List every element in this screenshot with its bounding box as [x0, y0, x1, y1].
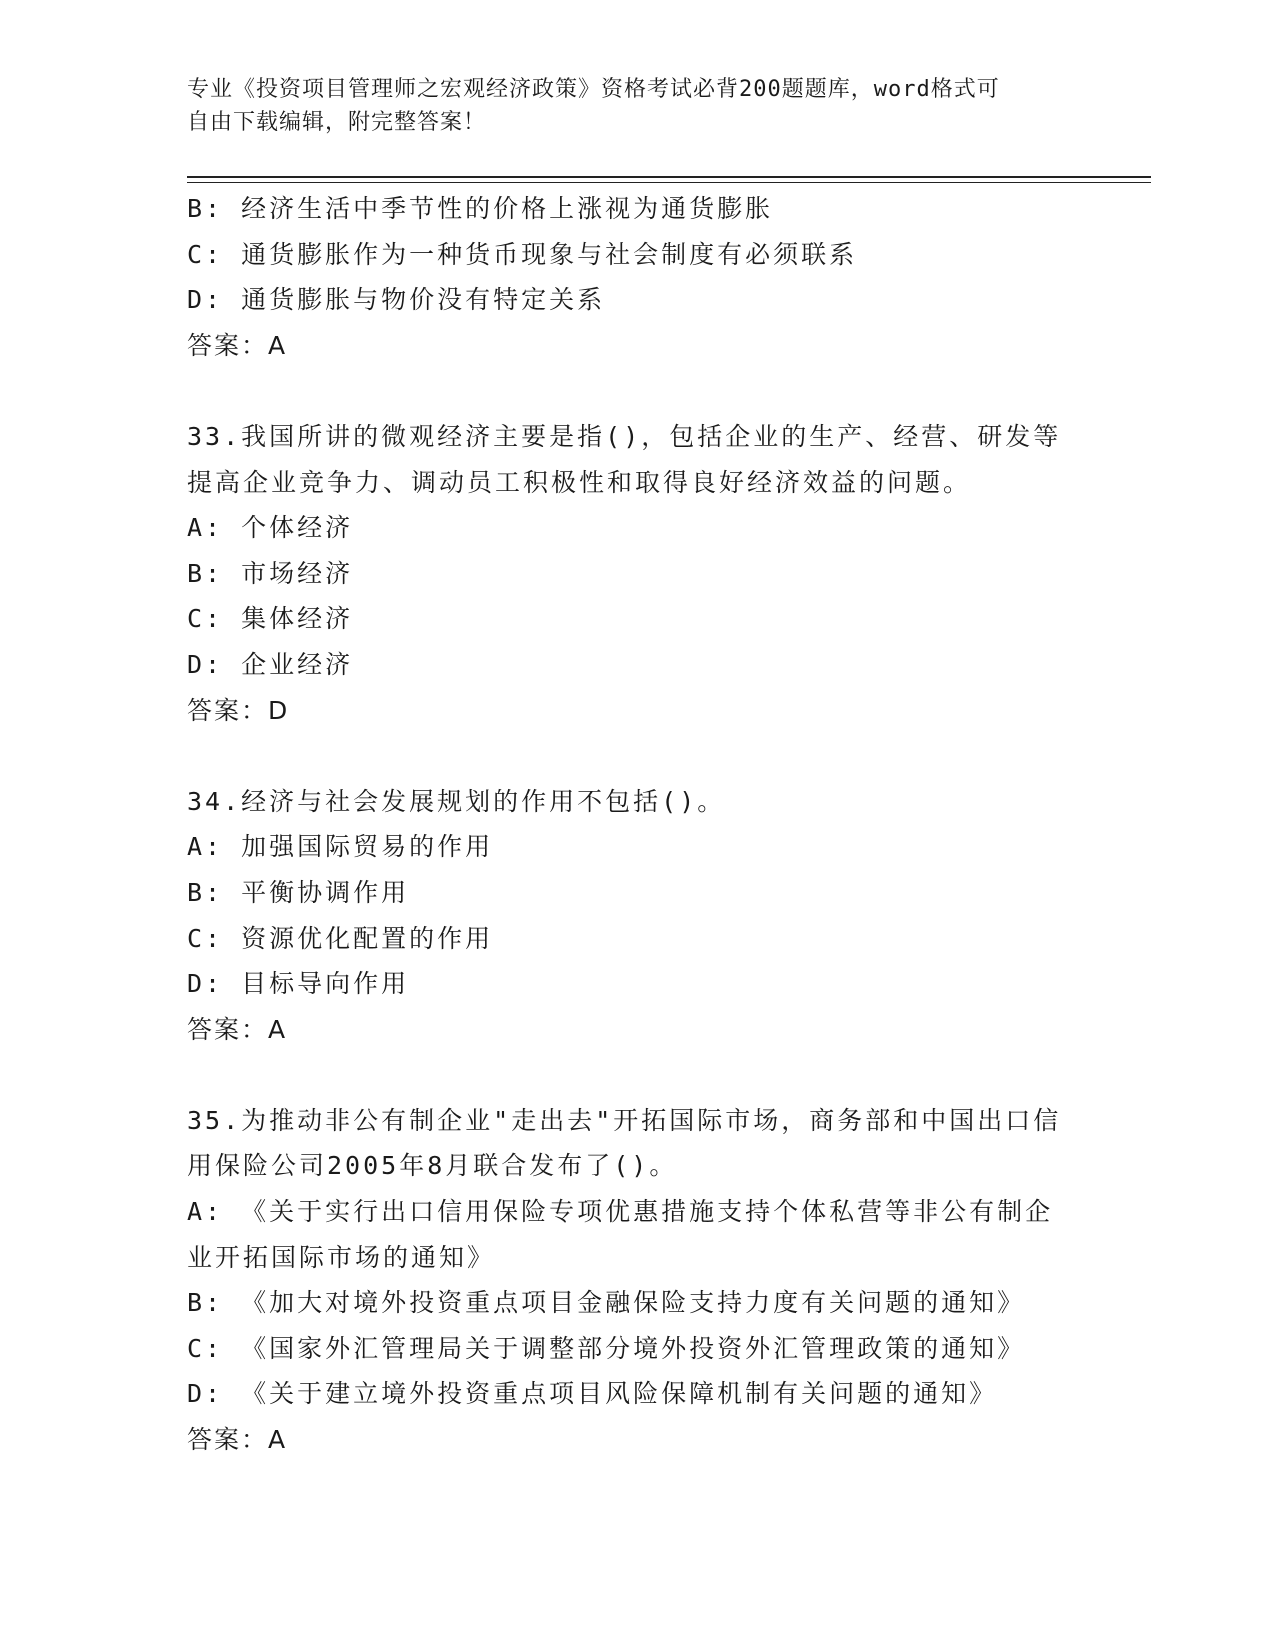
question-block — [187, 186, 1087, 368]
question-list — [187, 186, 1087, 1463]
header-line: 专业《投资项目管理师之宏观经济政策》资格考试必背200题题库，word格式可 — [187, 77, 1000, 102]
option-line: D: 企业经济 — [187, 649, 354, 679]
answer-line: 答案：A — [187, 330, 288, 360]
document-header — [187, 73, 1067, 139]
option-line: B: 平衡协调作用 — [187, 877, 410, 907]
question-text: 提高企业竞争力、调动员工积极性和取得良好经济效益的问题。 — [187, 467, 972, 497]
header-line: 自由下载编辑，附完整答案！ — [187, 110, 487, 135]
option-line: B: 市场经济 — [187, 558, 354, 588]
question-text: 33.我国所讲的微观经济主要是指()，包括企业的生产、经营、研发等 — [187, 421, 1062, 451]
option-line: D: 《关于建立境外投资重点项目风险保障机制有关问题的通知》 — [187, 1379, 998, 1409]
option-line: D: 目标导向作用 — [187, 969, 410, 999]
answer-line: 答案：A — [187, 1014, 288, 1044]
question-block — [187, 414, 1087, 733]
question-text: 35.为推动非公有制企业"走出去"开拓国际市场，商务部和中国出口信 — [187, 1105, 1062, 1135]
question-block — [187, 1098, 1087, 1463]
option-line: A: 加强国际贸易的作用 — [187, 832, 494, 862]
option-line: C: 集体经济 — [187, 604, 354, 634]
question-block — [187, 779, 1087, 1053]
option-line: C: 通货膨胀作为一种货币现象与社会制度有必须联系 — [187, 239, 858, 269]
header-divider — [187, 176, 1151, 178]
option-line: C: 资源优化配置的作用 — [187, 923, 494, 953]
question-text: 用保险公司2005年8月联合发布了()。 — [187, 1151, 678, 1181]
answer-line: 答案：D — [187, 695, 290, 725]
option-line: A: 个体经济 — [187, 513, 354, 543]
header-divider — [187, 182, 1151, 183]
option-line: B: 经济生活中季节性的价格上涨视为通货膨胀 — [187, 194, 774, 223]
question-text: 34.经济与社会发展规划的作用不包括()。 — [187, 786, 726, 816]
option-line: B: 《加大对境外投资重点项目金融保险支持力度有关问题的通知》 — [187, 1288, 1026, 1318]
option-line: 业开拓国际市场的通知》 — [187, 1242, 496, 1272]
option-line: D: 通货膨胀与物价没有特定关系 — [187, 285, 606, 315]
option-line: A: 《关于实行出口信用保险专项优惠措施支持个体私营等非公有制企 — [187, 1197, 1054, 1227]
answer-line: 答案：A — [187, 1425, 288, 1455]
option-line: C: 《国家外汇管理局关于调整部分境外投资外汇管理政策的通知》 — [187, 1333, 1026, 1363]
